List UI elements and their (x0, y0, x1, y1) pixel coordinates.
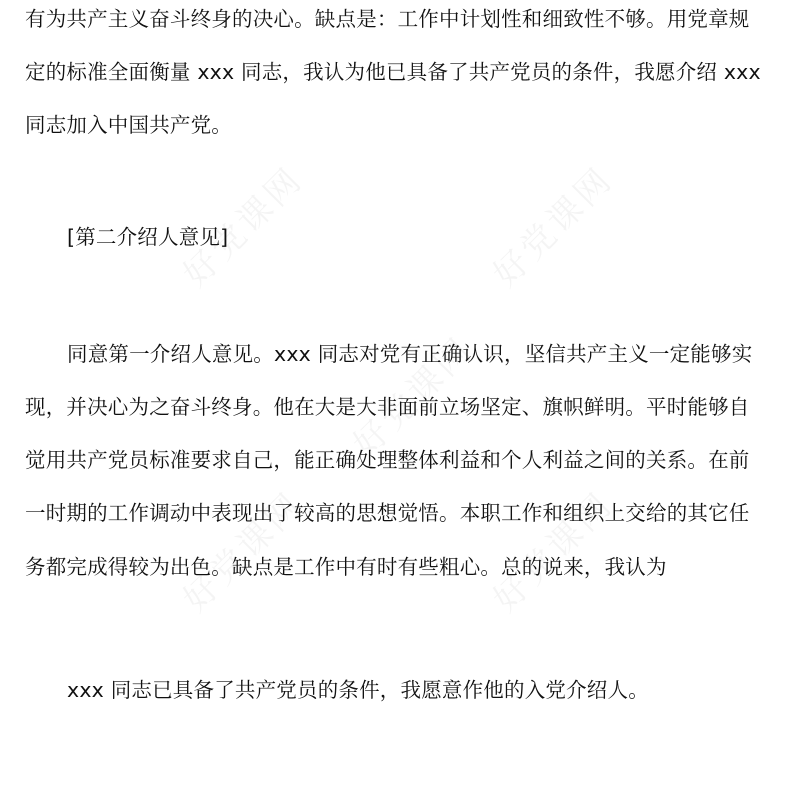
paragraph-2-line-1: 同意第一介绍人意见。xxx 同志对党有正确认识，坚信共产主义一定能够实 (67, 342, 753, 366)
paragraph-1-line-3: 同志加入中国共产党。 (25, 113, 232, 137)
paragraph-2-line-4: 一时期的工作调动中表现出了较高的思想觉悟。本职工作和组织上交给的其它任 (25, 501, 750, 525)
paragraph-2-line-5: 务都完成得较为出色。缺点是工作中有时有些粗心。总的说来，我认为 (25, 555, 667, 579)
watermark (480, 153, 622, 295)
paragraph-1-line-2: 定的标准全面衡量 xxx 同志，我认为他已具备了共产党员的条件，我愿介绍 xxx (25, 60, 761, 84)
paragraph-2-line-2: 现，并决心为之奋斗终身。他在大是大非面前立场坚定、旗帜鲜明。平时能够自 (25, 395, 750, 419)
section-heading: [第二介绍人意见] (67, 225, 229, 249)
paragraph-2-line-3: 觉用共产党员标准要求自己，能正确处理整体利益和个人利益之间的关系。在前 (25, 448, 750, 472)
paragraph-1-line-1: 有为共产主义奋斗终身的决心。缺点是：工作中计划性和细致性不够。用党章规 (25, 7, 750, 31)
paragraph-3-line-1: xxx 同志已具备了共产党员的条件，我愿意作他的入党介绍人。 (67, 678, 649, 702)
